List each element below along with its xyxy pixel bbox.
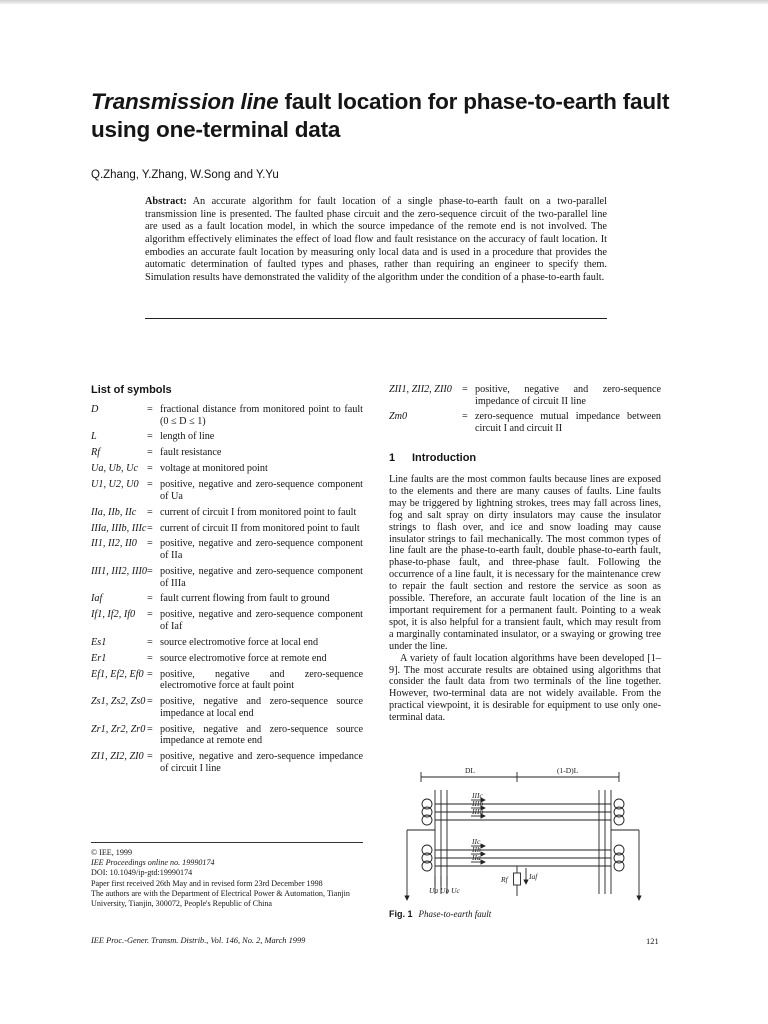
symbol-definition: fractional distance from monitored point to fault (0 ≤ D ≤ 1) <box>160 404 363 427</box>
symbol-name: D <box>91 404 99 415</box>
symbol-name: Es1 <box>91 636 107 648</box>
equals-sign: = <box>147 404 153 415</box>
symbol-row <box>91 447 363 459</box>
symbol-name: Zr1, Zr2, Zr0 <box>91 723 146 735</box>
symbol-name: Rf <box>91 447 101 459</box>
equals-sign: = <box>147 522 153 534</box>
symbol-row <box>91 696 363 719</box>
label-remote-length: (1-D)L <box>557 766 579 775</box>
symbol-definition: current of circuit II from monitored point to fault <box>160 522 360 534</box>
symbol-definition: current of circuit I from monitored point to fault <box>160 506 357 518</box>
symbol-name: IIa, IIb, IIc <box>91 506 137 518</box>
symbol-name: III1, III2, III0 <box>91 565 148 577</box>
label-iaf: Iaf <box>529 872 538 881</box>
equals-sign: = <box>147 723 153 735</box>
symbol-definition: fault resistance <box>160 447 222 459</box>
intro-paragraph-2: A variety of fault location algorithms have been developed [1–9]. The most accurate results are obtained using algorithms that consider the fault data from two terminals of the line together. However, two-terminal data are not widely available. From the practical viewpoint, it is desirable for equipment to use only one-terminal data. <box>389 652 661 724</box>
equals-sign: = <box>147 652 153 664</box>
symbol-definition: fault current flowing from fault to ground <box>160 593 330 605</box>
right-ct-a <box>614 861 624 871</box>
symbol-row <box>91 724 363 747</box>
symbol-name: ZI1, ZI2, ZI0 <box>91 751 144 762</box>
symbol-definition: voltage at monitored point <box>160 463 268 475</box>
equals-sign: = <box>147 431 153 443</box>
symbol-name: L <box>91 431 97 443</box>
fault-circuit-diagram <box>389 760 661 910</box>
figure-caption-text: Phase-to-earth fault <box>418 909 492 919</box>
label-rf: Rf <box>501 875 508 884</box>
abstract-label: Abstract: <box>145 196 187 207</box>
symbol-name: Er1 <box>91 652 107 664</box>
symbol-definition: length of line <box>160 431 215 443</box>
symbol-definition: positive, negative and zero-sequence impedance of circuit I line <box>160 751 363 774</box>
symbol-definition: positive, negative and zero-sequence component of Iaf <box>160 609 363 632</box>
symbol-name: II1, II2, II0 <box>91 538 137 550</box>
equals-sign: = <box>462 411 468 423</box>
symbol-row <box>91 637 363 649</box>
symbol-name: Iaf <box>91 593 103 605</box>
abstract-text: An accurate algorithm for fault location of a single phase-to-earth fault on a two-parallel transmission line is presented. The faulted phase circuit and the zero-sequence circuit of the two-parallel line are used as a fault location model, in which the source impedance of the remote end is not involved. The algorithm effectively eliminates the effect of load flow and fault resistance on the accuracy of fault location. It embodies an accurate fault location by measuring only local data and is used in a procedure that provides the automatic determination of faulted types and phases, rather than requiring an engineer to specify them. Simulation results have demonstrated the validity of the algorithm under the condition of a phase-to-earth fault. <box>145 196 607 283</box>
symbol-row <box>91 653 363 665</box>
equals-sign: = <box>147 636 153 648</box>
symbol-name: IIIa, IIIb, IIIc <box>91 522 147 534</box>
symbol-name: U1, U2, U0 <box>91 479 139 491</box>
fault-resistor <box>514 873 521 885</box>
figure-caption <box>389 909 491 919</box>
symbol-row <box>91 404 363 427</box>
symbol-name: If1, If2, If0 <box>91 609 136 621</box>
journal-footer: IEE Proc.-Gener. Transm. Distrib., Vol. 146, No. 2, March 1999 <box>91 936 306 945</box>
equals-sign: = <box>147 609 153 621</box>
symbol-row <box>91 479 363 502</box>
left-source-b <box>422 807 432 817</box>
footnotes <box>91 848 363 909</box>
equals-sign: = <box>147 751 153 762</box>
abstract <box>145 196 607 285</box>
symbol-list-continued <box>389 384 661 439</box>
equals-sign: = <box>147 506 153 518</box>
label-circuit2-b: IIIb <box>472 799 484 808</box>
symbol-definition: positive, negative and zero-sequence component of Ua <box>160 479 363 502</box>
symbol-name: Ua, Ub, Uc <box>91 463 138 475</box>
symbol-row <box>91 463 363 475</box>
symbol-definition: source electromotive force at remote end <box>160 652 327 664</box>
page-top-edge <box>0 0 768 4</box>
affiliation-note: The authors are with the Department of Electrical Power & Automation, Tianjin University, Tianjin, 300072, People's Republic of China <box>91 888 350 909</box>
symbol-row <box>91 593 363 605</box>
symbol-name: Ef1, Ef2, Ef0 <box>91 668 144 680</box>
symbol-definition: zero-sequence mutual impedance between circuit I and circuit II <box>475 411 661 435</box>
label-dl: DL <box>465 766 475 775</box>
equals-sign: = <box>147 593 153 605</box>
symbol-definition: positive, negative and zero-sequence impedance of circuit II line <box>475 384 661 407</box>
equals-sign: = <box>147 565 153 577</box>
equals-sign: = <box>147 696 153 708</box>
left-source-a <box>422 815 432 825</box>
symbol-row <box>91 431 363 443</box>
symbol-row <box>91 507 363 519</box>
label-voltages: Ua Ub Uc <box>429 886 460 895</box>
label-circuit2-c: IIIc <box>472 791 483 800</box>
symbol-row <box>91 669 363 692</box>
online-number-note: IEE Proceedings online no. 19990174 <box>91 858 215 868</box>
equals-sign: = <box>147 463 153 475</box>
right-ct-b <box>614 853 624 863</box>
symbol-definition: positive, negative and zero-sequence source impedance at local end <box>160 696 363 719</box>
label-circuit1-c: IIc <box>472 837 481 846</box>
symbol-definition: positive, negative and zero-sequence source impedance at remote end <box>160 723 363 747</box>
figure-label: Fig. 1 <box>389 909 413 919</box>
equals-sign: = <box>147 479 153 491</box>
equals-sign: = <box>462 384 468 395</box>
label-circuit1-a: IIa <box>472 853 481 862</box>
symbols-heading: List of symbols <box>91 384 172 396</box>
introduction-text <box>389 474 661 724</box>
right-source-b <box>614 807 624 817</box>
symbol-definition: positive, negative and zero-sequence component of IIIa <box>160 565 363 589</box>
symbol-name: Zm0 <box>389 411 408 423</box>
symbol-row <box>91 523 363 535</box>
label-circuit1-b: IIb <box>472 845 481 854</box>
symbol-definition: source electromotive force at local end <box>160 636 319 648</box>
introduction-heading <box>389 452 476 464</box>
page-number: 121 <box>646 936 659 946</box>
equals-sign: = <box>147 538 153 550</box>
left-ct-a <box>422 861 432 871</box>
symbol-name: ZII1, ZII2, ZII0 <box>389 384 452 395</box>
symbol-row <box>91 609 363 632</box>
label-circuit2-a: IIIa <box>472 807 484 816</box>
right-source-a <box>614 815 624 825</box>
section-number: 1 <box>389 452 396 464</box>
author-list: Q.Zhang, Y.Zhang, W.Song and Y.Yu <box>91 169 279 181</box>
left-ct-b <box>422 853 432 863</box>
left-source-c <box>422 799 432 809</box>
received-note: Paper first received 26th May and in revised form 23rd December 1998 <box>91 878 323 888</box>
symbol-list <box>91 404 363 778</box>
right-ct-c <box>614 845 624 855</box>
copyright-note: © IEE, 1999 <box>91 848 132 857</box>
symbol-definition: positive, negative and zero-sequence electromotive force at fault point <box>160 668 363 692</box>
abstract-divider <box>145 318 607 319</box>
symbol-definition: positive, negative and zero-sequence component of IIa <box>160 538 363 562</box>
paper-title: Transmission line fault location for phase-to-earth fault using one-terminal data <box>91 89 670 142</box>
symbol-row <box>389 384 661 407</box>
left-ct-c <box>422 845 432 855</box>
section-title: Introduction <box>412 452 477 464</box>
equals-sign: = <box>147 668 153 680</box>
right-source-c <box>614 799 624 809</box>
doi-note: DOI: 10.1049/ip-gtd:19990174 <box>91 868 193 878</box>
symbol-name: Zs1, Zs2, Zs0 <box>91 696 146 708</box>
intro-paragraph-1: Line faults are the most common faults because lines are exposed to the elements and there are many causes of faults. Line faults may be triggered by lightning strokes, trees may fall across lines, fog and salt spray on dirty insulators may cause the insulator strings to flash over, and ice and snow loading may cause insulator strings to fail mechanically. The most common types of line fault are the phase-to-earth fault, double phase-to-earth fault, phase-to-phase fault, and three-phase fault. Following the occurrence of a line fault, it is necessary for the maintenance crew to repair the fault section and restore the service as soon as possible. Therefore, an accurate fault location of the line is an important requirement for a permanent fault. Pointing to a weak spot, it is also helpful for a transient fault, which may result from a marginally contaminated insulator, or a swaying or growing tree under the line. <box>389 474 661 652</box>
symbol-row <box>91 751 363 774</box>
symbol-row <box>91 538 363 561</box>
footnote-divider <box>91 842 363 843</box>
symbol-row <box>91 566 363 589</box>
symbol-row <box>389 411 661 434</box>
equals-sign: = <box>147 447 153 459</box>
